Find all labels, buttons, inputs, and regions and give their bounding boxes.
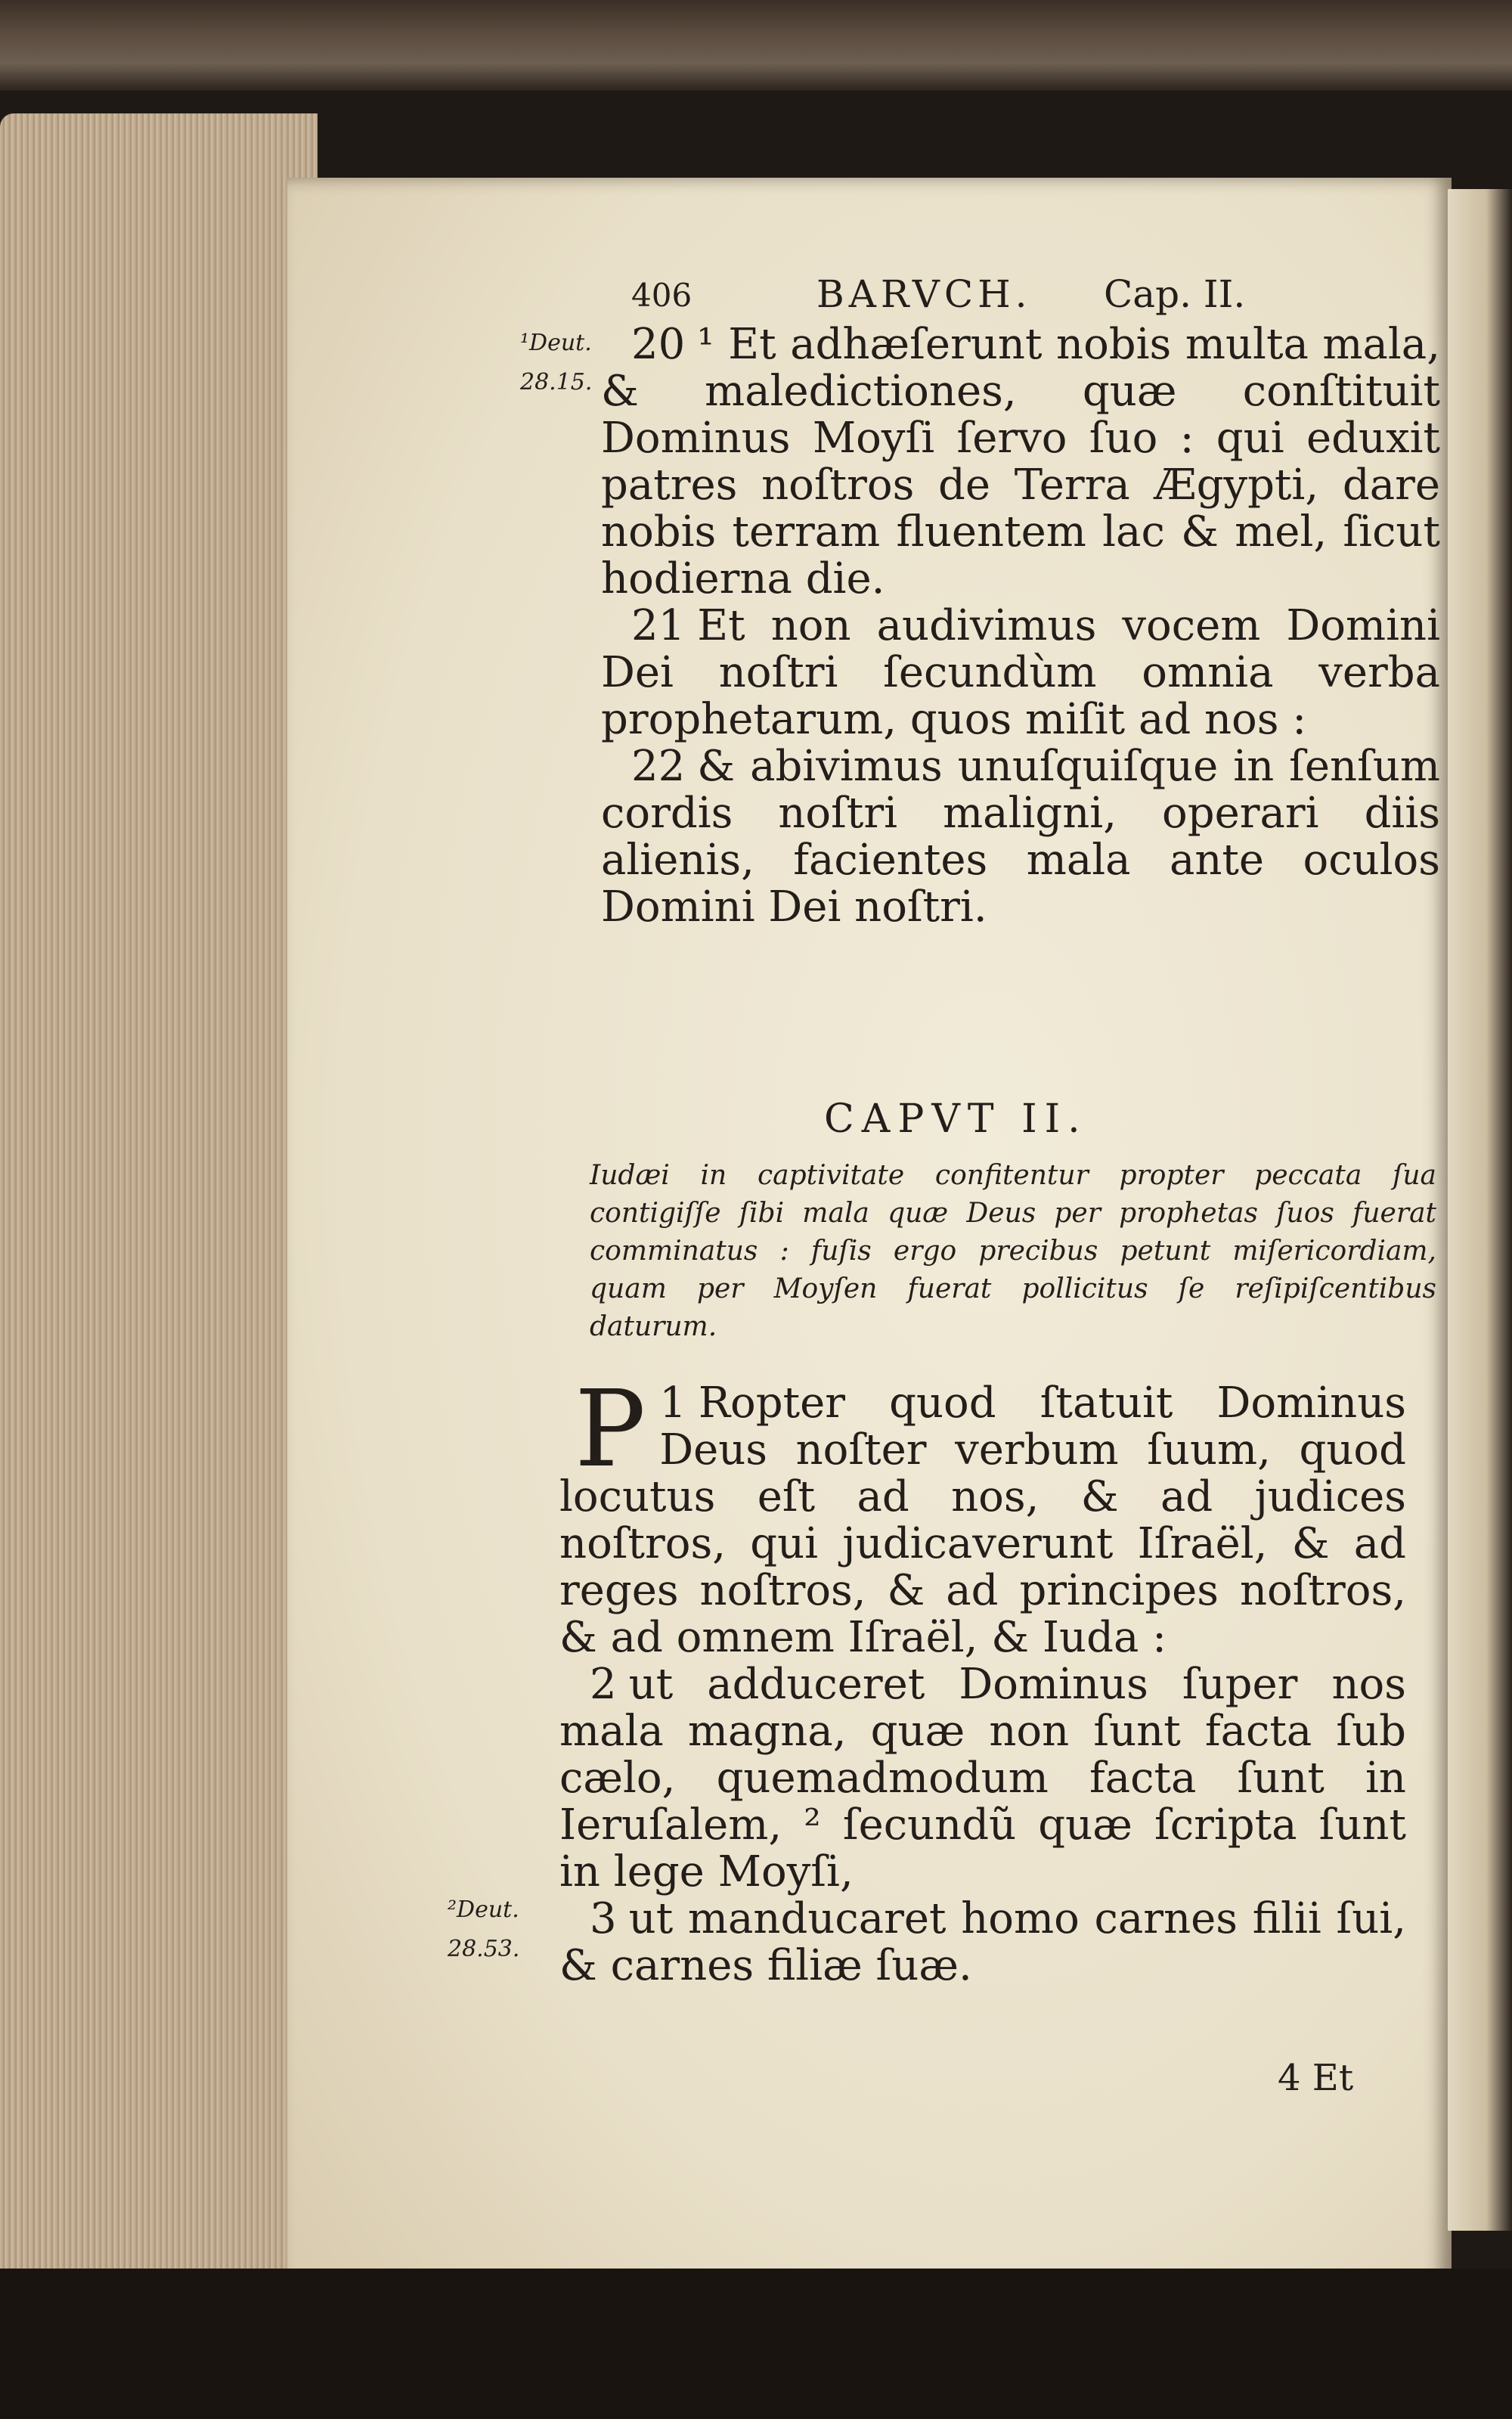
verse-2: 2 ut adduceret Dominus ſuper nos mala magna, quæ non ſunt facta ſub cælo, quemadmodum facta ſunt in Ieruſalem, ² ſecundũ quæ ſcripta ſunt in lege Moyſi, <box>559 1660 1406 1896</box>
page-number: 406 <box>631 277 692 314</box>
book-title: BARVCH. <box>816 272 1032 316</box>
verse-3: 3 ut manducaret homo carnes filii ſui, & carnes filiæ ſuæ. <box>559 1894 1406 1990</box>
chapter1-text <box>601 321 1440 931</box>
verse-1: 1 P Ropter quod ſtatuit Dominus Deus noſter verbum ſuum, quod locutus eſt ad nos, & ad judices noſtros, qui judicaverunt Iſraël, & ad reges noſtros, & ad principes noſtros, & ad omnem Iſraël, & Iuda : <box>559 1368 1406 1662</box>
book-top-edge <box>0 0 1512 91</box>
chapter-heading: CAPVT II. <box>824 1096 1088 1142</box>
margin-note-1: ¹Deut. 28.15. <box>520 330 593 395</box>
running-header <box>631 272 1418 325</box>
margin-note-2: ²Deut. 28.53. <box>448 1896 520 1962</box>
verse-20: 20 ¹ Et adhæſerunt nobis multa mala, & maledictiones, quæ conſtituit Dominus Moyſi ſervo ſuo : qui eduxit patres noſtros de Terra Ægypti, dare nobis terram fluentem lac & mel, ſicut hodierna die. <box>601 320 1440 603</box>
drop-cap: P <box>575 1368 646 1491</box>
cover-bottom <box>0 2269 1512 2419</box>
chapter2-text <box>559 1368 1406 1990</box>
verse-21: 21 Et non audivimus vocem Domini Dei noſtri ſecundùm omnia verba prophetarum, quos miſit ad nos : <box>601 601 1440 744</box>
catchword: 4 Et <box>1278 2057 1354 2099</box>
verse-22: 22 & abivimus unuſquiſque in ſenſum cordis noſtri maligni, operari diis alienis, facientes mala ante oculos Domini Dei noſtri. <box>601 742 1440 932</box>
chapter-summary: Iudæi in captivitate confitentur propter peccata ſua contigiſſe ſibi mala quæ Deus per prophetas ſuos fuerat comminatus : fuſis ergo precibus petunt miſericordiam, quam per Moyſen fuerat pollicitus ſe reſipiſcentibus daturum. <box>590 1160 1436 1342</box>
page-block-edges <box>0 113 318 2306</box>
right-page-edge <box>1448 189 1512 2231</box>
chapter-label: Cap. II. <box>1104 272 1246 316</box>
